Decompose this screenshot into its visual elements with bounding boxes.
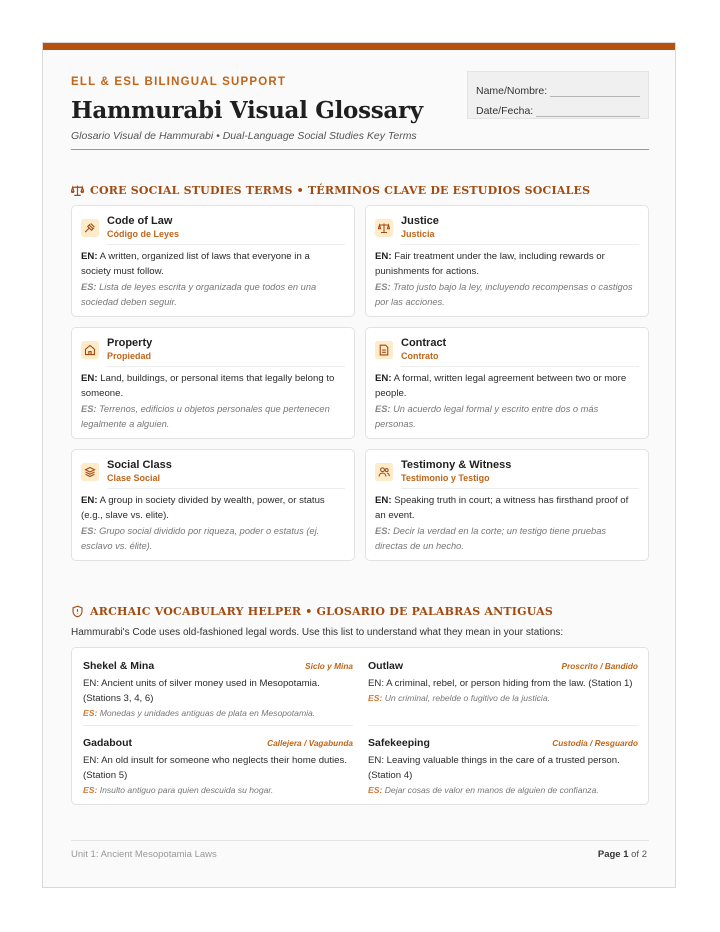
vocab-definition-en: EN: A criminal, rebel, or person hiding from the law. (Station 1) [368,678,633,689]
vocab-term: Gadabout [83,737,132,749]
card-term-es: Justicia [401,229,435,239]
card-definition-en: EN: A group in society divided by wealth, power, or status (e.g., slave vs. elite). [81,495,325,521]
glossary-card [365,449,649,561]
page-subtitle: Glosario Visual de Hammurabi • Dual-Language Social Studies Key Terms [71,130,417,142]
eyebrow-label: ELL & ESL BILINGUAL SUPPORT [71,76,287,88]
card-term: Code of Law [107,215,173,227]
vocab-item [83,660,353,718]
card-definition-es: ES: Terrenos, edificios u objetos personales que pertenecen legalmente a alguien. [81,404,330,429]
card-definition-es: ES: Trato justo bajo la ley, incluyendo recompensas o castigos por las acciones. [375,282,633,307]
vocab-term-es: Proscrito / Bandido [561,661,638,671]
card-divider [107,366,345,367]
card-definition-en: EN: Fair treatment under the law, including rewards or punishments for actions. [375,251,605,277]
vocab-item [368,737,638,795]
vocab-term-es: Callejera / Vagabunda [267,738,353,748]
vocab-term: Shekel & Mina [83,660,155,672]
archaic-section-heading [71,605,553,618]
card-definition-es: ES: Un acuerdo legal formal y escrito entre dos o más personas. [375,404,599,429]
card-divider [401,366,639,367]
card-term-es: Código de Leyes [107,229,180,239]
vocab-definition-es: ES: Monedas y unidades antiguas de plata en Mesopotamia. [83,708,316,718]
vocab-box [71,647,649,805]
glossary-card [71,205,355,317]
glossary-card [71,449,355,561]
card-definition-es: ES: Lista de leyes escrita y organizada que todos en una sociedad deben seguir. [81,282,317,307]
vocab-term-es: Custodia / Resguardo [552,738,638,748]
footer-page-number: Page 1 of 2 [597,849,647,860]
vocab-divider [368,725,638,726]
archaic-intro: Hammurabi's Code uses old-fashioned legal words. Use this list to understand what they mean in your stations: [71,627,564,638]
vocab-definition-es: ES: Dejar cosas de valor en manos de alguien de confianza. [368,785,599,795]
vocab-term: Safekeeping [368,737,430,749]
card-term-es: Contrato [401,351,439,361]
card-divider [401,244,639,245]
vocab-definition-en: EN: An old insult for someone who neglects their home duties. (Station 5) [83,755,347,781]
card-divider [107,488,345,489]
scales-icon [71,184,84,197]
name-date-box [467,71,649,119]
name-field[interactable] [550,84,640,97]
glossary-card [365,327,649,439]
vocab-divider [83,725,353,726]
card-definition-en: EN: Land, buildings, or personal items that legally belong to someone. [81,373,335,399]
card-term: Property [107,337,153,349]
vocab-definition-es: ES: Un criminal, rebelde o fugitivo de la justicia. [368,693,550,703]
shield-icon [71,605,84,618]
vocab-definition-en: EN: Ancient units of silver money used in Mesopotamia. (Stations 3, 4, 6) [83,678,320,704]
glossary-card [365,205,649,317]
vocab-term-es: Siclo y Mina [305,661,353,671]
page-title: Hammurabi Visual Glossary [71,97,423,124]
card-definition-es: ES: Decir la verdad en la corte; un testigo tiene pruebas directas de un hecho. [375,526,607,551]
name-label: Name/Nombre: [476,85,548,97]
card-term-es: Testimonio y Testigo [401,473,490,483]
vocab-item [83,737,353,795]
core-section-title: CORE SOCIAL STUDIES TERMS • TÉRMINOS CLAVE DE ESTUDIOS SOCIALES [90,184,591,197]
card-definition-en: EN: Speaking truth in court; a witness has firsthand proof of an event. [375,495,629,521]
vocab-definition-es: ES: Insulto antiguo para quien descuida su hogar. [83,785,274,795]
footer-unit: Unit 1: Ancient Mesopotamia Laws [71,849,217,860]
accent-bar [43,43,675,50]
date-field[interactable] [536,104,640,117]
card-term: Social Class [107,459,172,471]
card-divider [107,244,345,245]
glossary-card [71,327,355,439]
footer-divider [71,840,649,841]
vocab-term: Outlaw [368,660,404,672]
card-term: Testimony & Witness [401,459,512,471]
layers-icon [81,463,99,481]
card-term-es: Propiedad [107,351,152,361]
vocab-definition-en: EN: Leaving valuable things in the care of a trusted person. (Station 4) [368,755,620,781]
vocab-item [368,660,638,703]
card-definition-en: EN: A written, organized list of laws that everyone in a society must follow. [81,251,310,277]
card-definition-en: EN: A formal, written legal agreement between two or more people. [375,373,627,399]
core-section-heading [71,184,590,197]
archaic-section-title: ARCHAIC VOCABULARY HELPER • GLOSARIO DE PALABRAS ANTIGUAS [90,605,554,618]
card-term-es: Clase Social [107,473,161,483]
page-header [71,76,649,150]
date-label: Date/Fecha: [476,105,534,117]
card-divider [401,488,639,489]
card-definition-es: ES: Grupo social dividido por riqueza, poder o estatus (ej. esclavo vs. élite). [81,526,320,551]
document-icon [375,341,393,359]
worksheet-page [42,42,676,888]
card-term: Contract [401,337,447,349]
header-divider [71,149,649,150]
house-icon [81,341,99,359]
gavel-icon [81,219,99,237]
scales-icon [375,219,393,237]
card-term: Justice [401,215,439,227]
people-icon [375,463,393,481]
